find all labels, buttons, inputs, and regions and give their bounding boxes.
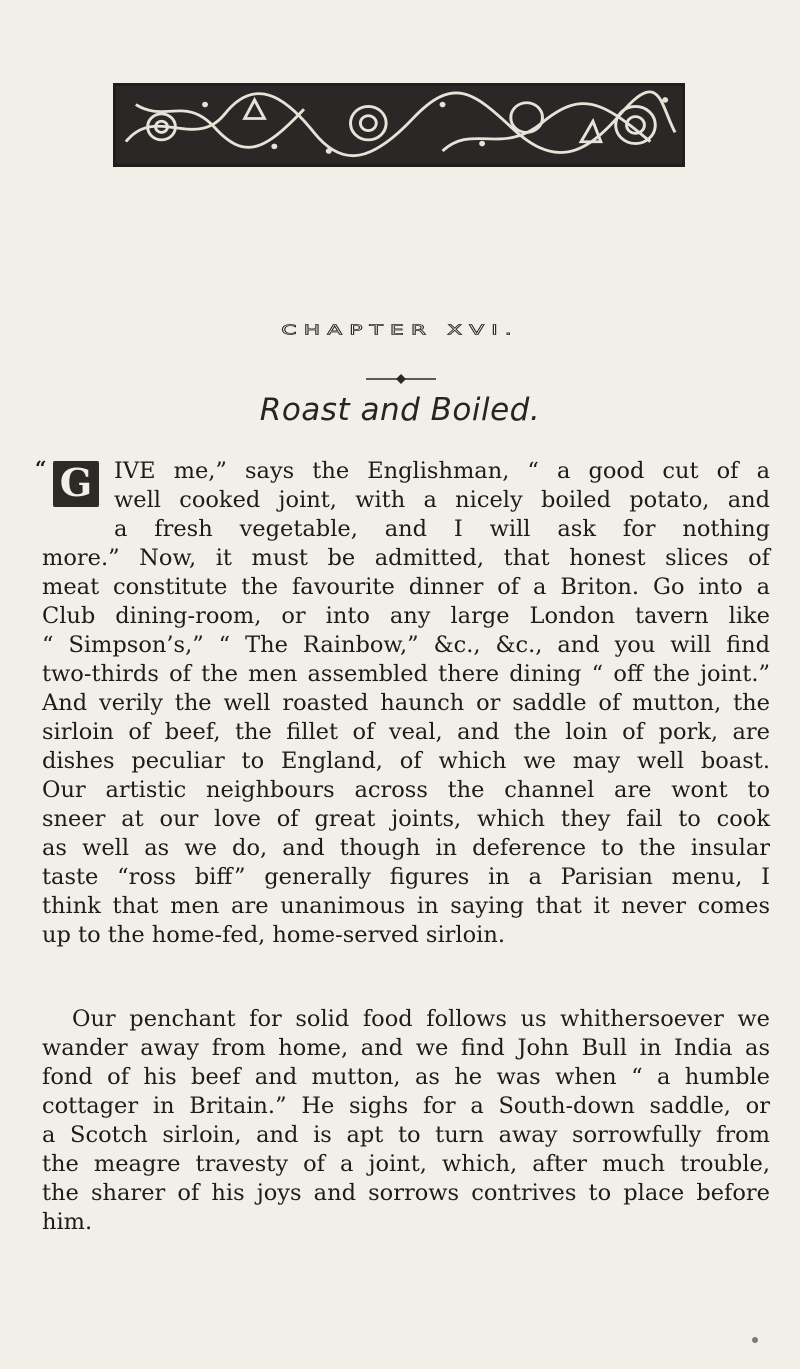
text-line: meat constitute the favourite dinner of a Briton. Go into a [42,574,770,600]
paragraph-1 [42,457,770,950]
text-line: sirloin of beef, the fillet of veal, and the loin of pork, are [42,719,770,745]
text-line: wander away from home, and we find John Bull in India as [42,1035,770,1061]
text-line: the sharer of his joys and sorrows contrives to place before [42,1180,770,1206]
text-line: “ Simpson’s,” “ The Rainbow,” &c., &c., and you will find [42,632,770,658]
text-line: him. [42,1209,93,1235]
opening-quote: “ [35,456,47,480]
text-line: think that men are unanimous in saying that it never comes [42,893,770,919]
text-line: as well as we do, and though in deference to the insular [42,835,770,861]
text-line: Our artistic neighbours across the channel are wont to [42,777,770,803]
text-line: Our penchant for solid food follows us whithersoever we [72,1006,770,1032]
text-line: And verily the well roasted haunch or saddle of mutton, the [42,690,770,716]
diamond-rule-icon [366,374,436,384]
text-line: IVE me,” says the Englishman, “ a good cut of a [114,458,770,484]
text-line: the meagre travesty of a joint, which, after much trouble, [42,1151,770,1177]
text-line: taste “ross biff” generally figures in a Parisian menu, I [42,864,770,890]
text-line: sneer at our love of great joints, which they fail to cook [42,806,770,832]
text-line: a Scotch sirloin, and is apt to turn away sorrowfully from [42,1122,770,1148]
text-line: a fresh vegetable, and I will ask for nothing [114,516,770,542]
floral-ornament-icon [116,86,682,164]
chapter-heading: CHAPTER XVI. [281,322,519,339]
text-line: fond of his beef and mutton, as he was when “ a humble [42,1064,770,1090]
drop-cap-letter: G [59,460,93,505]
chapter-title: Roast and Boiled. [259,392,541,428]
text-line: up to the home-fed, home-served sirloin. [42,922,505,948]
text-line: more.” Now, it must be admitted, that honest slices of [42,545,770,571]
text-line: dishes peculiar to England, of which we may well boast. [42,748,770,774]
decorative-header-banner [113,83,685,167]
paragraph-2 [42,1005,770,1237]
text-line: Club dining-room, or into any large London tavern like [42,603,770,629]
ink-dot [752,1337,758,1343]
text-line: cottager in Britain.” He sighs for a South-down saddle, or [42,1093,770,1119]
text-line: two-thirds of the men assembled there dining “ off the joint.” [42,661,770,687]
text-line: well cooked joint, with a nicely boiled potato, and [114,487,770,513]
